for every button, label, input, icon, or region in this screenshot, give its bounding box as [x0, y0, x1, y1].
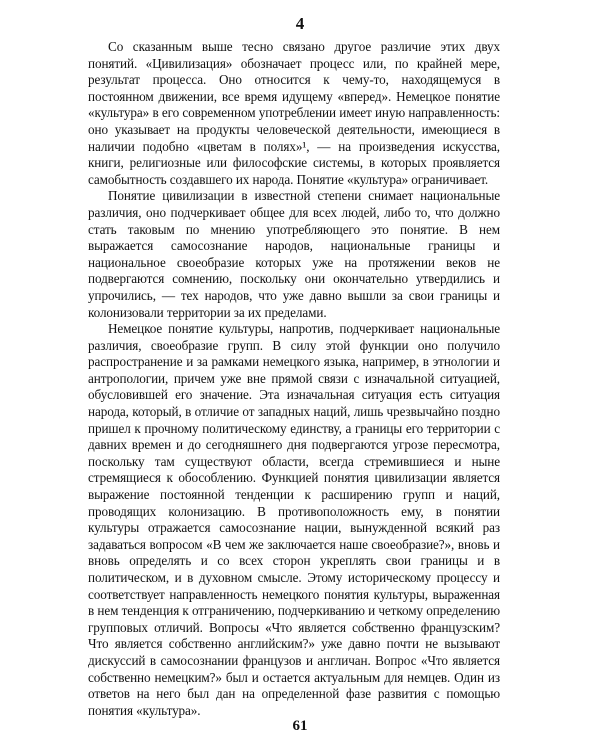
paragraph-2: Понятие цивилизации в известной степени снимает национальные различия, оно подчеркивает общее для всех людей, либо то, что должно стать таковым по мнению употребляющего это понятие. В нем выражается самосознание народов, национальные границы и национальное своеобразие которых уже на протяжении веков не подвергаются сомнению, поскольку они окончательно утвердились и упрочились, — тех народов, что уже давно вышли за свои границы и колонизовали территории за их пределами. — [88, 188, 500, 320]
chapter-number: 4 — [295, 14, 305, 33]
paragraph-1: Со сказанным выше тесно связано другое различие этих двух понятий. «Цивилизация» обозначает процесс или, по крайней мере, результат процесса. Оно относится к чему-то, находящемуся в постоянном движении, все время идущему «вперед». Немецкое понятие «культура» в его современном употреблении имеет иную направленность: оно указывает на продукты человеческой деятельности, имеющиеся в наличии подобно «цветам в полях»¹, — на произведения искусства, книги, религиозные или философские системы, в которых проявляется самобытность создавшего их народа. Понятие «культура» ограничивает. — [88, 39, 500, 187]
body-text — [88, 39, 500, 719]
page-number: 61 — [292, 718, 308, 734]
paragraph-3: Немецкое понятие культуры, напротив, подчеркивает национальные различия, своеобразие групп. В силу этой функции оно получило распространение и за рамками немецкого языка, например, в этнологии и антропологии, причем уже вне прямой связи с изначальной ситуацией, обусловившей его значение. Эта изначальная ситуация есть ситуация народа, который, в отличие от западных наций, лишь чрезвычайно поздно пришел к прочному политическому единству, а границы его территории с давних времен и до сегодняшнего дня подвергаются угрозе пересмотра, поскольку там существуют области, всегда стремившиеся и ныне стремящиеся к обособлению. Функцией понятия цивилизации является выражение постоянной тенденции к расширению групп и наций, проводящих колонизацию. В противоположность ему, в понятии культуры отражается самосознание нации, вынужденной всякий раз задаваться вопросом «В чем же заключается наше своеобразие?», вновь и вновь определять и со всех сторон укреплять свои границы и в политическом, и в духовном смысле. Этому историческому процессу и соответствует направленность немецкого понятия культуры, выраженная в нем тенденция к отграничению, подчеркиванию и четкому определению групповых отличий. Вопросы «Что является собственно французским? Что является собственно английским?» уже давно почти не вызывают дискуссий в самосознании французов и англичан. Вопрос «Что является собственно немецким?» был и остается актуальным для немцев. Один из ответов на него был дан на определенной фазе развития с помощью понятия «культура». — [88, 321, 500, 718]
